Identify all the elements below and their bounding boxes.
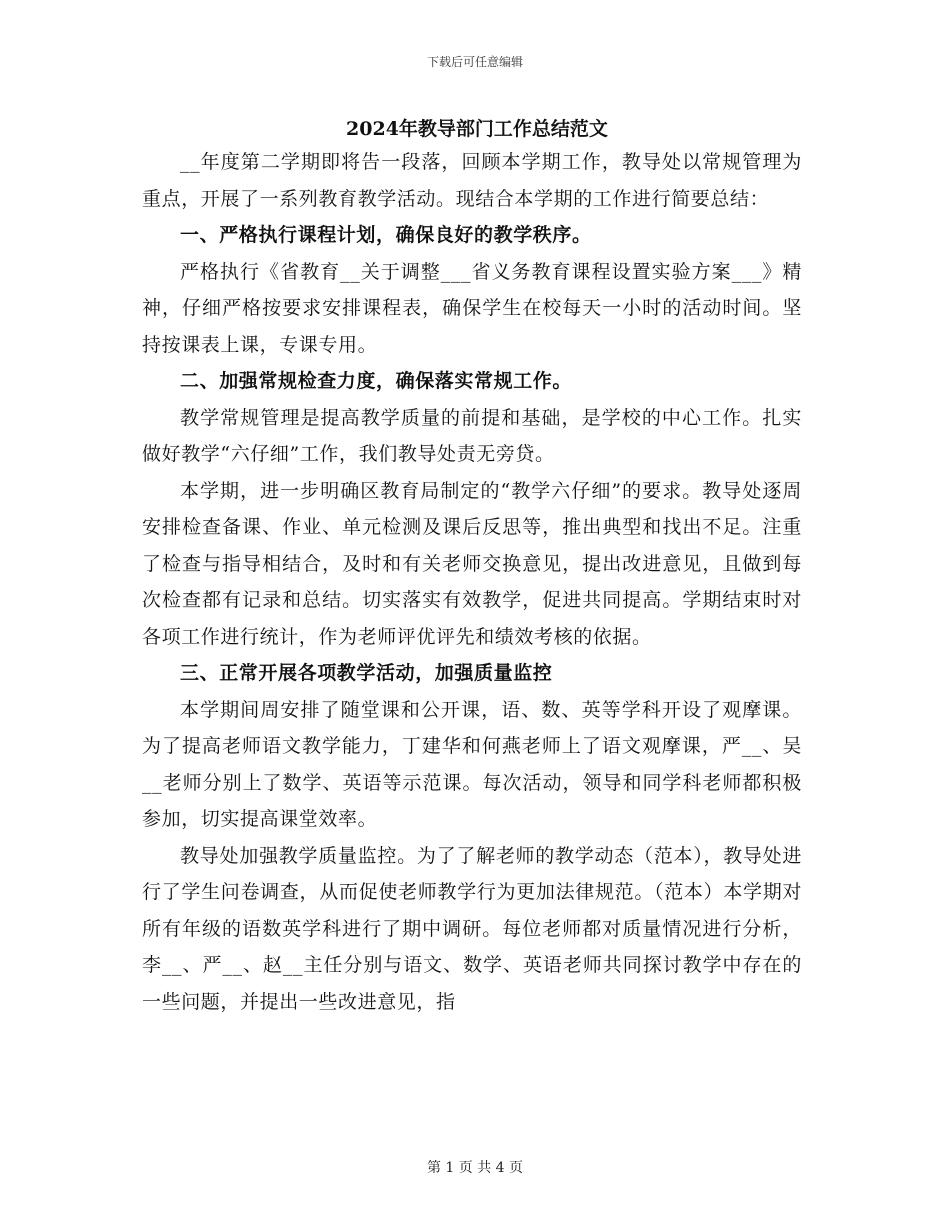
header-note: 下载后可任意编辑 xyxy=(426,55,523,69)
section-heading-3: 三、正常开展各项教学活动，加强质量监控 xyxy=(180,662,553,684)
page-header xyxy=(0,53,950,70)
paragraph-inspection: 本学期，进一步明确区教育局制定的“教学六仔细”的要求。教导处逐周安排检查备课、作业、单元检测及课后反思等，推出典型和找出不足。注重了检查与指导相结合，及时和有关老师交换意见，提出改进意见，且做到每次检查都有记录和总结。切实落实有效教学，促进共同提高。学期结束时对各项工作进行统计，作为老师评优评先和绩效考核的依据。 xyxy=(142,479,802,648)
document-blocks xyxy=(142,144,802,1020)
page-footer xyxy=(0,1157,950,1177)
document-title: 2024年教导部门工作总结范文 xyxy=(346,118,608,140)
paragraph-teaching-activities: 本学期间周安排了随堂课和公开课，语、数、英等学科开设了观摩课。为了提高老师语文教学能力，丁建华和何燕老师上了语文观摩课，严__、吴__老师分别上了数学、英语等示范课。每次活动，领导和同学科老师都积极参加，切实提高课堂效率。 xyxy=(142,698,802,830)
paragraph-routine-management: 教学常规管理是提高教学质量的前提和基础，是学校的中心工作。扎实做好教学“六仔细”工作，我们教导处责无旁贷。 xyxy=(142,406,802,465)
paragraph-intro: __年度第二学期即将告一段落，回顾本学期工作，教导处以常规管理为重点，开展了一系列教育教学活动。现结合本学期的工作进行简要总结： xyxy=(142,151,802,210)
section-heading-2: 二、加强常规检查力度，确保落实常规工作。 xyxy=(180,370,573,392)
section-heading-1: 一、严格执行课程计划，确保良好的教学秩序。 xyxy=(180,224,592,246)
page-number: 第 1 页 共 4 页 xyxy=(426,1160,524,1176)
paragraph-quality-monitoring: 教导处加强教学质量监控。为了了解老师的教学动态（范本），教导处进行了学生问卷调查，从而促使老师教学行为更加法律规范。（范本）本学期对所有年级的语数英学科进行了期中调研。每位老师都对质量情况进行分析，李__、严__、赵__主任分别与语文、数学、英语老师共同探讨教学中存在的一些问题，并提出一些改进意见，指 xyxy=(142,844,802,1013)
document-body xyxy=(142,114,802,1020)
paragraph-curriculum: 严格执行《省教育__关于调整___省义务教育课程设置实验方案___》精神，仔细严格按要求安排课程表，确保学生在校每天一小时的活动时间。坚持按课表上课，专课专用。 xyxy=(142,260,802,356)
